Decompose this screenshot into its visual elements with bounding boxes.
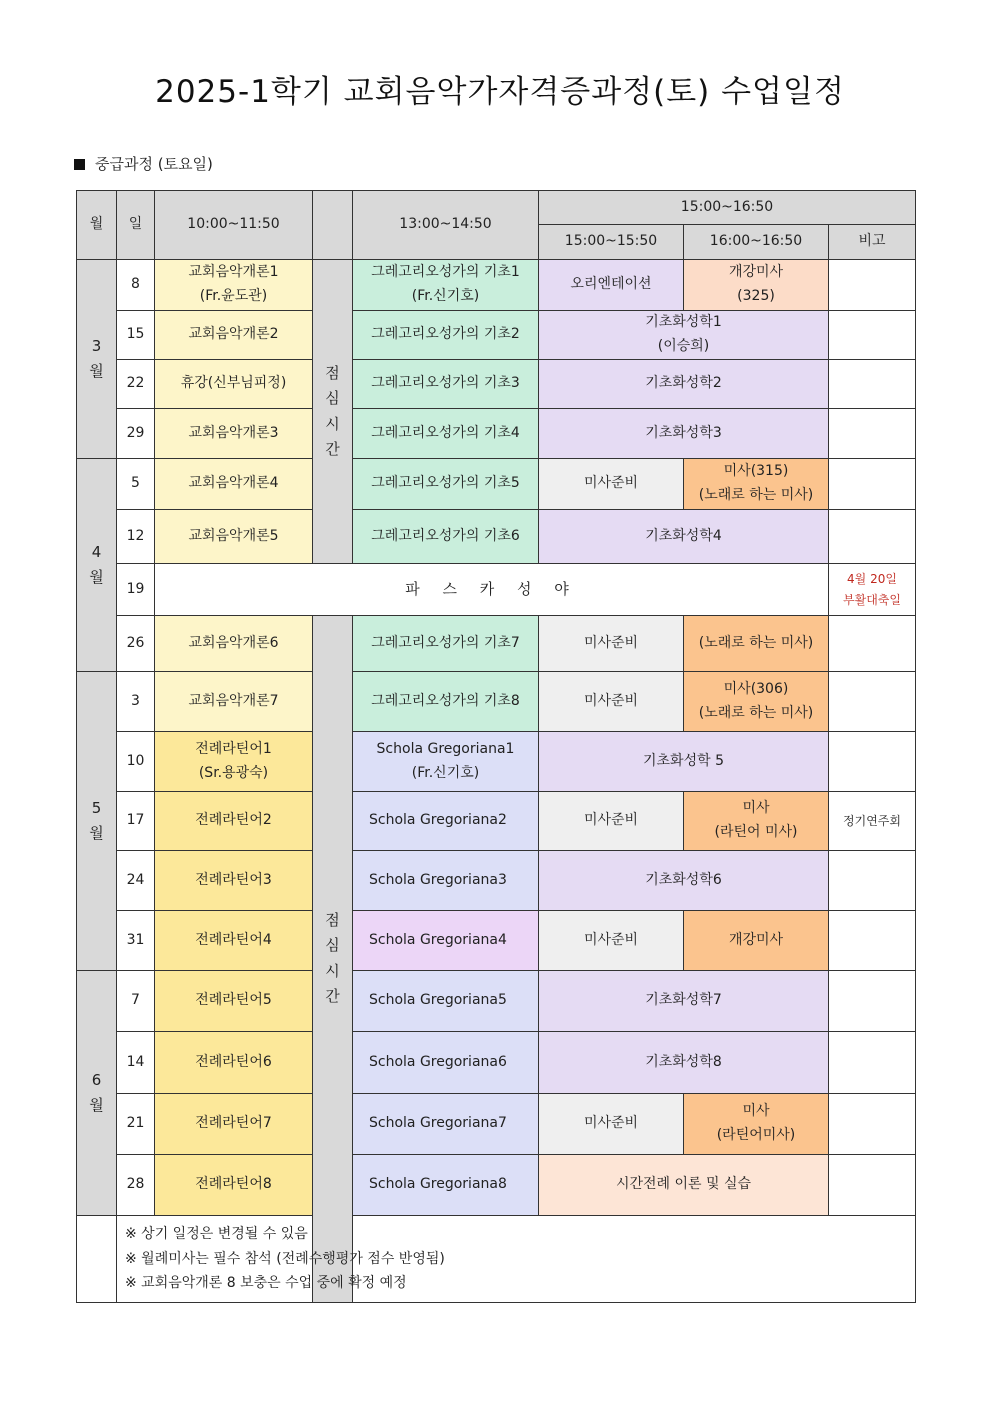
- remarks-cell: [829, 1155, 916, 1216]
- table-row: [77, 260, 916, 311]
- afternoon-class-cell: Schola Gregoriana4: [353, 911, 539, 971]
- afternoon-class-cell: Schola Gregoriana3: [353, 851, 539, 911]
- harmony-class-cell: 기초화성학 5: [539, 732, 829, 792]
- afternoon-class-cell: 그레고리오성가의 기초8: [353, 672, 539, 732]
- remarks-cell: [829, 409, 916, 459]
- notes-cell: [117, 1216, 916, 1303]
- day-cell: 17: [117, 792, 155, 851]
- morning-class-cell: 교회음악개론2: [155, 311, 313, 360]
- header-slot3b: 16:00~16:50: [684, 225, 829, 260]
- section-heading: [74, 153, 213, 174]
- day-cell: 19: [117, 564, 155, 616]
- month-cell-march: 3 월: [77, 260, 117, 459]
- morning-class-cell: 전례라틴어8: [155, 1155, 313, 1216]
- note-line: ※ 상기 일정은 변경될 수 있음: [125, 1226, 308, 1242]
- day-cell: 7: [117, 971, 155, 1032]
- mass-prep-cell: 미사준비: [539, 672, 684, 732]
- header-lunch-blank: [313, 191, 353, 260]
- month-cell-june: 6 월: [77, 971, 117, 1216]
- note-line: ※ 교회음악개론 8 보충은 수업 중에 확정 예정: [125, 1275, 407, 1291]
- section-heading-text: 중급과정 (토요일): [95, 155, 213, 173]
- afternoon-class-cell: 그레고리오성가의 기초5: [353, 459, 539, 510]
- harmony-class-cell: 기초화성학4: [539, 510, 829, 564]
- mass-cell: 개강미사 (325): [684, 260, 829, 311]
- remarks-cell: [829, 911, 916, 971]
- table-row: [77, 851, 916, 911]
- afternoon-class-cell: 그레고리오성가의 기초3: [353, 360, 539, 409]
- mass-cell: 미사 (라틴어 미사): [684, 792, 829, 851]
- month-cell-april: 4 월: [77, 459, 117, 672]
- table-row: [77, 971, 916, 1032]
- remarks-cell: [829, 971, 916, 1032]
- mass-prep-cell: 미사준비: [539, 459, 684, 510]
- table-row: [77, 360, 916, 409]
- notes-row: [77, 1216, 916, 1303]
- mass-prep-cell: 미사준비: [539, 1094, 684, 1155]
- header-day: 일: [117, 191, 155, 260]
- table-row: [77, 510, 916, 564]
- day-cell: 31: [117, 911, 155, 971]
- day-cell: 15: [117, 311, 155, 360]
- table-row: [77, 732, 916, 792]
- harmony-class-cell: 기초화성학1 (이승희): [539, 311, 829, 360]
- afternoon-class-cell: Schola Gregoriana5: [353, 971, 539, 1032]
- morning-class-cell: 전례라틴어5: [155, 971, 313, 1032]
- mass-prep-cell: 미사준비: [539, 616, 684, 672]
- table-row: [77, 564, 916, 616]
- day-cell: 10: [117, 732, 155, 792]
- afternoon-class-cell: 그레고리오성가의 기초7: [353, 616, 539, 672]
- table-row: [77, 311, 916, 360]
- table-row: [77, 1155, 916, 1216]
- remarks-cell: [829, 360, 916, 409]
- remarks-cell: [829, 851, 916, 911]
- day-cell: 14: [117, 1032, 155, 1094]
- month-cell-may: 5 월: [77, 672, 117, 971]
- day-cell: 21: [117, 1094, 155, 1155]
- day-cell: 26: [117, 616, 155, 672]
- table-row: [77, 1094, 916, 1155]
- morning-class-cell: 교회음악개론1 (Fr.윤도관): [155, 260, 313, 311]
- liturgy-class-cell: 시간전례 이론 및 실습: [539, 1155, 829, 1216]
- afternoon-class-cell: Schola Gregoriana1 (Fr.신기호): [353, 732, 539, 792]
- square-bullet-icon: [74, 159, 85, 170]
- day-cell: 12: [117, 510, 155, 564]
- day-cell: 29: [117, 409, 155, 459]
- harmony-class-cell: 기초화성학8: [539, 1032, 829, 1094]
- easter-vigil-cell: 파 스 카 성 야: [155, 564, 829, 616]
- remarks-cell: [829, 311, 916, 360]
- remarks-cell: [829, 672, 916, 732]
- table-row: [77, 616, 916, 672]
- header-slot3a: 15:00~15:50: [539, 225, 684, 260]
- mass-prep-cell: 미사준비: [539, 792, 684, 851]
- morning-class-cell: 전례라틴어3: [155, 851, 313, 911]
- harmony-class-cell: 기초화성학2: [539, 360, 829, 409]
- table-row: [77, 409, 916, 459]
- remarks-cell: [829, 510, 916, 564]
- day-cell: 8: [117, 260, 155, 311]
- morning-class-cell: 전례라틴어1 (Sr.용광숙): [155, 732, 313, 792]
- morning-class-cell: 전례라틴어2: [155, 792, 313, 851]
- remarks-cell: [829, 459, 916, 510]
- mass-cell: 미사(315) (노래로 하는 미사): [684, 459, 829, 510]
- header-remarks: 비고: [829, 225, 916, 260]
- table-row: [77, 672, 916, 732]
- header-month: 월: [77, 191, 117, 260]
- afternoon-class-cell: Schola Gregoriana7: [353, 1094, 539, 1155]
- morning-class-cell: 교회음악개론6: [155, 616, 313, 672]
- remarks-cell: [829, 1094, 916, 1155]
- remarks-cell: 정기연주회: [829, 792, 916, 851]
- afternoon-class-cell: Schola Gregoriana6: [353, 1032, 539, 1094]
- table-row: [77, 911, 916, 971]
- morning-class-cell: 전례라틴어6: [155, 1032, 313, 1094]
- page-title: 2025-1학기 교회음악가자격증과정(토) 수업일정: [155, 74, 845, 110]
- session-cell: 오리엔테이션: [539, 260, 684, 311]
- remarks-cell: [829, 1032, 916, 1094]
- harmony-class-cell: 기초화성학7: [539, 971, 829, 1032]
- lunch-break-cell: 점 심 시 간: [313, 616, 353, 1303]
- remarks-cell: [829, 260, 916, 311]
- harmony-class-cell: 기초화성학3: [539, 409, 829, 459]
- header-slot1: 10:00~11:50: [155, 191, 313, 260]
- table-row: [77, 1032, 916, 1094]
- mass-cell: 미사 (라틴어미사): [684, 1094, 829, 1155]
- morning-class-cell: 교회음악개론3: [155, 409, 313, 459]
- morning-class-cell: 휴강(신부님피정): [155, 360, 313, 409]
- table-row: [77, 459, 916, 510]
- morning-class-cell: 전례라틴어7: [155, 1094, 313, 1155]
- mass-cell: 미사(306) (노래로 하는 미사): [684, 672, 829, 732]
- notes-blank-cell: [77, 1216, 117, 1303]
- note-line: ※ 월례미사는 필수 참석 (전례수행평가 점수 반영됨): [125, 1250, 445, 1267]
- remarks-cell: 4월 20일 부활대축일: [829, 564, 916, 616]
- day-cell: 24: [117, 851, 155, 911]
- morning-class-cell: 전례라틴어4: [155, 911, 313, 971]
- harmony-class-cell: 기초화성학6: [539, 851, 829, 911]
- header-slot2: 13:00~14:50: [353, 191, 539, 260]
- afternoon-class-cell: 그레고리오성가의 기초2: [353, 311, 539, 360]
- morning-class-cell: 교회음악개론4: [155, 459, 313, 510]
- header-slot3: 15:00~16:50: [539, 191, 916, 225]
- lunch-break-cell: 점 심 시 간: [313, 260, 353, 564]
- remarks-cell: [829, 616, 916, 672]
- afternoon-class-cell: 그레고리오성가의 기초6: [353, 510, 539, 564]
- day-cell: 22: [117, 360, 155, 409]
- morning-class-cell: 교회음악개론5: [155, 510, 313, 564]
- table-row: [77, 792, 916, 851]
- day-cell: 3: [117, 672, 155, 732]
- afternoon-class-cell: 그레고리오성가의 기초1 (Fr.신기호): [353, 260, 539, 311]
- day-cell: 28: [117, 1155, 155, 1216]
- mass-cell: (노래로 하는 미사): [684, 616, 829, 672]
- afternoon-class-cell: Schola Gregoriana2: [353, 792, 539, 851]
- mass-cell: 개강미사: [684, 911, 829, 971]
- afternoon-class-cell: 그레고리오성가의 기초4: [353, 409, 539, 459]
- mass-prep-cell: 미사준비: [539, 911, 684, 971]
- morning-class-cell: 교회음악개론7: [155, 672, 313, 732]
- remarks-cell: [829, 732, 916, 792]
- day-cell: 5: [117, 459, 155, 510]
- schedule-table: [76, 190, 916, 1303]
- header-row: [77, 191, 916, 225]
- afternoon-class-cell: Schola Gregoriana8: [353, 1155, 539, 1216]
